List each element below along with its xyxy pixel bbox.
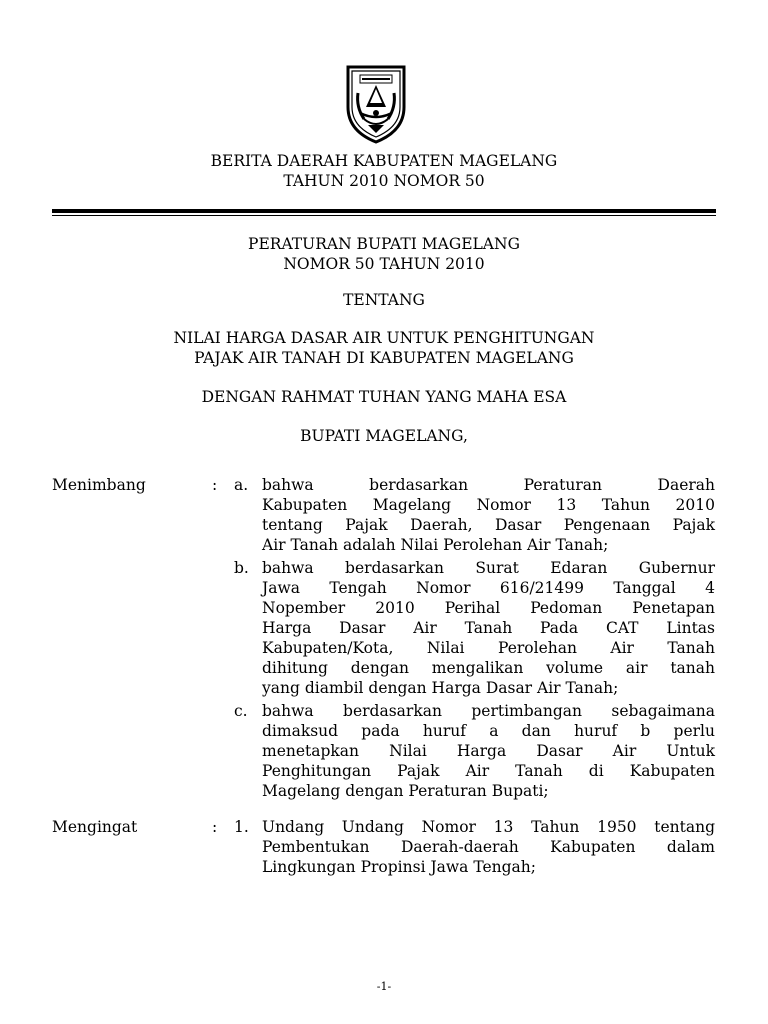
mengingat-label: Mengingat [52, 818, 138, 836]
menimbang-item-a-line: tentang Pajak Daerah, Dasar Pengenaan Pajak [262, 516, 715, 534]
publication-title-line1: BERITA DAERAH KABUPATEN MAGELANG [210, 152, 558, 170]
menimbang-item-a-line: bahwa berdasarkan Peraturan Daerah [262, 476, 715, 494]
menimbang-item-marker: a. [234, 476, 249, 494]
mengingat-item-1-line: Pembentukan Daerah-daerah Kabupaten dalam [262, 838, 715, 856]
mengingat-item-1-line: Undang Undang Nomor 13 Tahun 1950 tentang [262, 818, 715, 836]
menimbang-item-marker: b. [234, 559, 249, 577]
header-divider-thin [52, 215, 716, 216]
about-heading: TENTANG [343, 291, 425, 309]
mengingat-colon: : [212, 818, 218, 836]
header-divider-thick [52, 209, 716, 213]
blessing-line: DENGAN RAHMAT TUHAN YANG MAHA ESA [201, 388, 567, 406]
menimbang-item-c-line: Penghitungan Pajak Air Tanah di Kabupaten [262, 762, 715, 780]
menimbang-item-b-line: Harga Dasar Air Tanah Pada CAT Lintas [262, 619, 715, 637]
regency-emblem [344, 63, 408, 145]
menimbang-item-marker: c. [234, 702, 248, 720]
mengingat-item-marker: 1. [234, 818, 249, 836]
subject-line2: PAJAK AIR TANAH DI KABUPATEN MAGELANG [194, 349, 574, 367]
menimbang-item-a-line: Air Tanah adalah Nilai Perolehan Air Tanah; [262, 536, 609, 554]
subject-line1: NILAI HARGA DASAR AIR UNTUK PENGHITUNGAN [173, 329, 595, 347]
menimbang-item-a-line: Kabupaten Magelang Nomor 13 Tahun 2010 [262, 496, 715, 514]
menimbang-item-b-line: yang diambil dengan Harga Dasar Air Tanah; [262, 679, 619, 697]
issuer-line: BUPATI MAGELANG, [300, 427, 468, 445]
publication-title-line2: TAHUN 2010 NOMOR 50 [283, 172, 485, 190]
menimbang-item-b-line: Kabupaten/Kota, Nilai Perolehan Air Tanah [262, 639, 715, 657]
menimbang-item-c-line: dimaksud pada huruf a dan huruf b perlu [262, 722, 715, 740]
page-number: -1- [376, 980, 392, 993]
regulation-title-line2: NOMOR 50 TAHUN 2010 [283, 255, 485, 273]
menimbang-item-c-line: menetapkan Nilai Harga Dasar Air Untuk [262, 742, 715, 760]
menimbang-item-c-line: bahwa berdasarkan pertimbangan sebagaimana [262, 702, 715, 720]
menimbang-item-b-line: Jawa Tengah Nomor 616/21499 Tanggal 4 [262, 579, 715, 597]
menimbang-item-b-line: Nopember 2010 Perihal Pedoman Penetapan [262, 599, 715, 617]
mengingat-item-1-line: Lingkungan Propinsi Jawa Tengah; [262, 858, 537, 876]
menimbang-label: Menimbang [52, 476, 146, 494]
menimbang-colon: : [212, 476, 218, 494]
regulation-title-line1: PERATURAN BUPATI MAGELANG [248, 235, 520, 253]
menimbang-item-b-line: bahwa berdasarkan Surat Edaran Gubernur [262, 559, 715, 577]
menimbang-item-c-line: Magelang dengan Peraturan Bupati; [262, 782, 549, 800]
menimbang-item-b-line: dihitung dengan mengalikan volume air tanah [262, 659, 715, 677]
